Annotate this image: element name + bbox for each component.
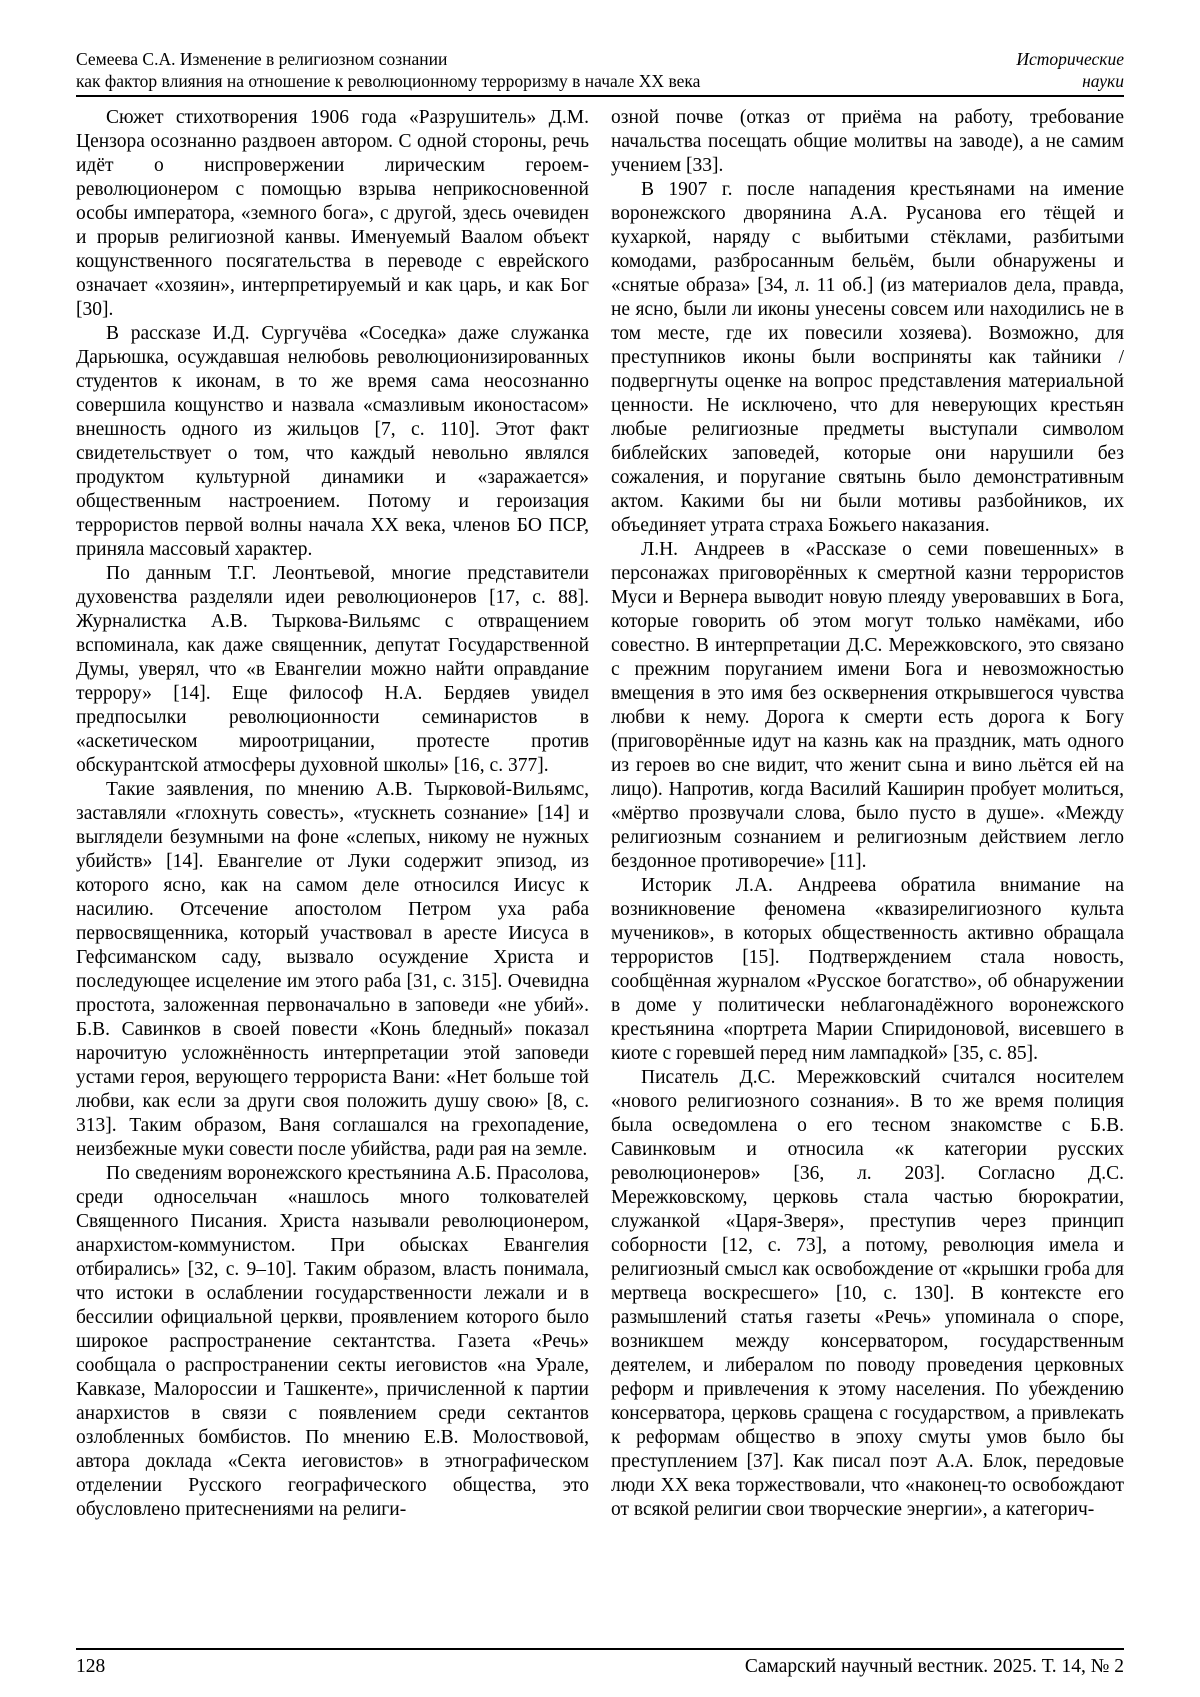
page-number: 128: [76, 1656, 106, 1677]
running-head-section: [1016, 48, 1124, 92]
section-name-line1: Исторические: [1016, 49, 1124, 69]
section-name-line2: науки: [1082, 71, 1124, 91]
article-body: [76, 106, 1124, 1522]
right-column: [611, 106, 1124, 1522]
footer-divider: [76, 1648, 1124, 1650]
paragraph-andreev-seven-hanged: Л.Н. Андреев в «Рассказе о семи повешенных» в персонажах приговорённых к смертной казни террористов Муси и Вернера выводит новую плеяду уверовавших в Бога, которые говорить об этом могут только намёками, ибо совестно. В интерпретации Д.С. Мережковского, это связано с прежним поруганием имени Бога и невозможностью вмещения в это имя без осквернения открывшегося чувства любви к нему. Дорога к смерти есть дорога к Богу (приговорённые идут на казнь как на праздник, мать одного из героев во сне видит, что женит сына и вино льётся ей на лицо). Напротив, когда Василий Каширин пробует молиться, «мёртво прозвучали слова, было пусто в душе». «Между религиозным сознанием и религиозным действием легло бездонное противоречие» [11].: [611, 539, 1124, 872]
paragraph-merezhkovsky: Писатель Д.С. Мережковский считался носителем «нового религиозного сознания». В то же время полиция была осведомлена о его тесном знакомстве с Б.В. Савинковым и относила «к категории русских революционеров» [36, л. 203]. Согласно Д.С. Мережковскому, церковь стала частью бюрократии, служанкой «Царя-Зверя», преступив через принцип соборности [12, с. 73], а потому, революция имела и религиозный смысл как освобождение от «крышки гроба для мертвеца воскресшего» [10, с. 130]. В контексте его размышлений статья газеты «Речь» упоминала о споре, возникшем между консерватором, государственным деятелем, и либералом по поводу проведения церковных реформ и привлечения к этому населения. По убеждению консерватора, церковь сращена с государством, а привлекать к реформам общество в эпоху смуты умов было бы преступлением [37]. Как писал поэт А.А. Блок, передовые люди XX века торжествовали, что «наконец-то освобождают от всякой религии свои творческие энергии», а категорич-: [611, 1067, 1124, 1520]
footer-row: [76, 1655, 1124, 1679]
running-head-subtitle: как фактор влияния на отношение к революционному терроризму в начале XX века: [76, 71, 701, 91]
paragraph-tyrkova-savinkov: Такие заявления, по мнению А.В. Тырковой-Вильямс, заставляли «глохнуть совесть», «тускнеть сознание» [14] и выглядели безумными на фоне «слепых, никому не нужных убийств» [14]. Евангелие от Луки содержит эпизод, из которого ясно, как на самом деле относился Иисус к насилию. Отсечение апостолом Петром уха раба первосвященника, который участвовал в аресте Иисуса в Гефсиманском саду, вызвало осуждение Христа и последующее исцеление им этого раба [31, с. 315]. Очевидна простота, заложенная первоначально в заповеди «не убий». Б.В. Савинков в своей повести «Конь бледный» показал нарочитую усложнённость интерпретации этой заповеди устами героя, верующего террориста Вани: «Нет больше той любви, как если за други своя положить душу свою» [8, с. 313]. Таким образом, Ваня соглашался на грехопадение, неизбежные муки совести после убийства, ради рая на земле.: [76, 779, 589, 1160]
running-head-author-title: Семеева С.А. Изменение в религиозном сознании: [76, 49, 448, 69]
paragraph-leontieva-clergy: По данным Т.Г. Леонтьевой, многие представители духовенства разделяли идеи революционеров [17, с. 88]. Журналистка А.В. Тыркова-Вильямс с отвращением вспоминала, как даже священник, депутат Государственной Думы, уверял, что «в Евангелии можно найти оправдание террору» [14]. Еще философ Н.А. Бердяев увидел предпосылки революционности семинаристов в «аскетическом мироотрицании, протесте против обскурантской атмосферы духовной школы» [16, с. 377].: [76, 563, 589, 776]
journal-citation: Самарский научный вестник. 2025. Т. 14, № 2: [744, 1656, 1124, 1677]
paragraph-poem-razrushitel: Сюжет стихотворения 1906 года «Разрушитель» Д.М. Цензора осознанно раздвоен автором. С одной стороны, речь идёт о ниспровержении лирическим героем-революционером с помощью взрыва неприкосновенной особы императора, «земного бога», с другой, здесь очевиден и прорыв религиозной канвы. Именуемый Ваалом объект кощунственного посягательства в переводе с еврейского означает «хозяин», интерпретируемый и как царь, и как Бог [30].: [76, 107, 589, 320]
header-divider: [76, 95, 1124, 97]
running-head: [76, 48, 1124, 92]
paragraph-continuation: озной почве (отказ от приёма на работу, требование начальства посещать общие молитвы на заводе), а не самим учением [33].: [611, 107, 1124, 176]
paragraph-andreeva-cult: Историк Л.А. Андреева обратила внимание на возникновение феномена «квазирелигиозного культа мучеников», в которых общественность активно обращала террористов [15]. Подтверждением стала новость, сообщённая журналом «Русское богатство», об обнаружении в доме у политически неблагонадёжного воронежского крестьянина «портрета Марии Спиридоновой, висевшего в киоте с горевшей перед ним лампадкой» [35, с. 85].: [611, 875, 1124, 1064]
left-column: [76, 106, 589, 1522]
paragraph-rusanov-1907: В 1907 г. после нападения крестьянами на имение воронежского дворянина А.А. Русанова его тёщей и кухаркой, наряду с выбитыми стёклами, разбитыми комодами, разбросанным бельём, были обнаружены и «снятые образа» [34, л. 11 об.] (из материалов дела, правда, не ясно, были ли иконы унесены совсем или находились не в том месте, где их повесили хозяева). Возможно, для преступников иконы были восприняты как тайники / подвергнуты оценке на вопрос представления материальной ценности. Не исключено, что для неверующих крестьян любые религиозные предметы выступали символом библейских заповедей, которые они нарушили без сожаления, и поругание святынь было демонстративным актом. Какими бы ни были мотивы разбойников, их объединяет утрата страха Божьего наказания.: [611, 179, 1124, 536]
running-head-article: [76, 48, 700, 92]
paragraph-surguchev-sosedka: В рассказе И.Д. Сургучёва «Соседка» даже служанка Дарьюшка, осуждавшая нелюбовь революционизированных студентов к иконам, в то же время сама неосознанно совершила кощунство и назвала «смазливым иконостасом» внешность одного из жильцов [7, с. 110]. Этот факт свидетельствует о том, что каждый невольно являлся продуктом культурной динамики и «заражается» общественным настроением. Потому и героизация террористов первой волны начала XX века, членов БО ПСР, приняла массовый характер.: [76, 323, 589, 560]
paragraph-prasolov-sects: По сведениям воронежского крестьянина А.Б. Прасолова, среди односельчан «нашлось много толкователей Священного Писания. Христа называли революционером, анархистом-коммунистом. При обысках Евангелия отбирались» [32, с. 9–10]. Таким образом, власть понимала, что истоки в ослаблении государственности лежали и в бессилии официальной церкви, проявлением которого было широкое распространение сектантства. Газета «Речь» сообщала о распространении секты иеговистов «на Урале, Кавказе, Малороссии и Ташкенте», причисленной к партии анархистов в связи с появлением среди сектантов озлобленных бомбистов. По мнению Е.В. Молоствовой, автора доклада «Секта иеговистов» в этнографическом отделении Русского географического общества, это обусловлено притеснениями на религи-: [76, 1163, 589, 1520]
page-footer: [76, 1648, 1124, 1679]
